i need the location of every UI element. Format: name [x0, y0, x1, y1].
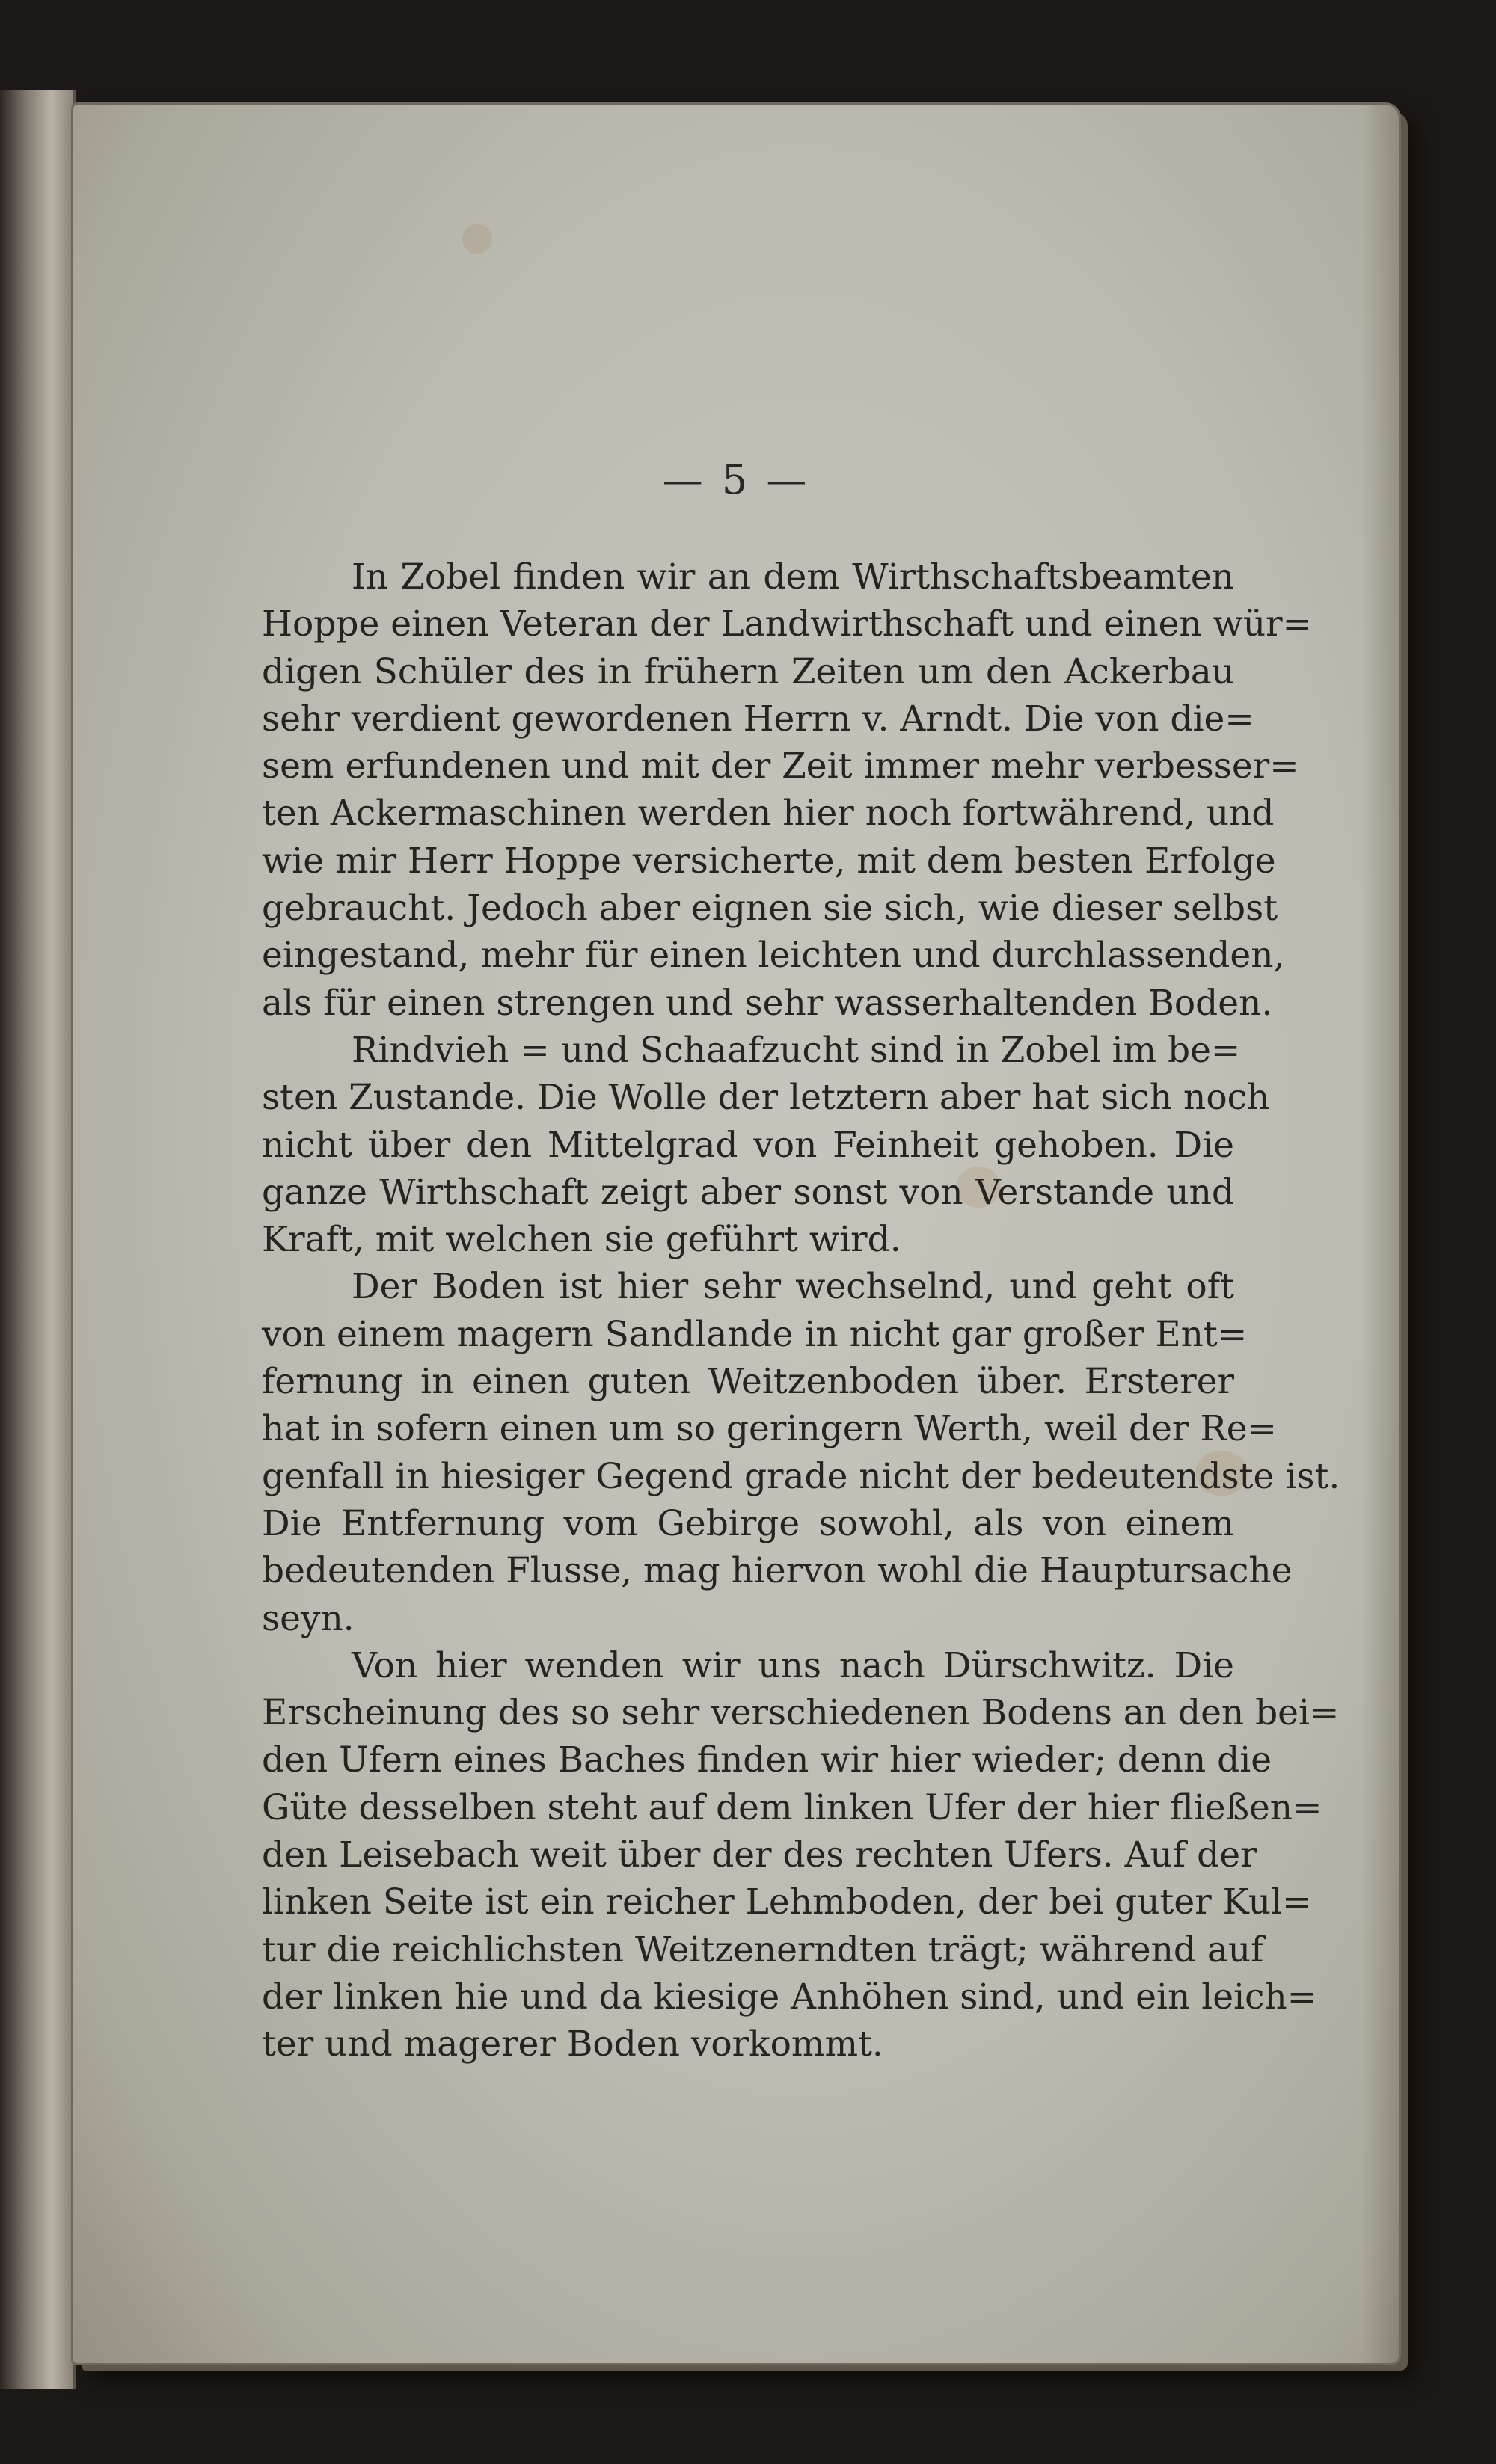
text-line: ganze Wirthschaft zeigt aber sonst von Verstande und	[262, 1171, 1234, 1213]
text-line: seyn.	[262, 1597, 355, 1639]
text-line: Güte desselben steht auf dem linken Ufer der hier fließen=	[262, 1786, 1322, 1828]
text-line: fernung in einen guten Weitzenboden über. Ersterer	[262, 1361, 1234, 1403]
text-line: genfall in hiesiger Gegend grade nicht der bedeutendste ist.	[262, 1455, 1340, 1497]
text-line: hat in sofern einen um so geringern Werth, weil der Re=	[262, 1408, 1277, 1450]
text-line: sem erfundenen und mit der Zeit immer mehr verbesser=	[262, 746, 1299, 787]
text-line: nicht über den Mittelgrad von Feinheit gehoben. Die	[262, 1124, 1234, 1166]
text-line: Erscheinung des so sehr verschiedenen Bodens an den bei=	[262, 1692, 1340, 1734]
text-line: digen Schüler des in frühern Zeiten um den Ackerbau	[262, 651, 1234, 692]
text-line: Der Boden ist hier sehr wechselnd, und geht oft	[352, 1266, 1234, 1308]
text-line: wie mir Herr Hoppe versicherte, mit dem besten Erfolge	[262, 840, 1276, 882]
text-line: tur die reichlichsten Weitzenerndten trägt; während auf	[262, 1929, 1264, 1970]
text-line: als für einen strengen und sehr wasserhaltenden Boden.	[262, 982, 1273, 1024]
page-number: — 5 —	[662, 456, 810, 503]
text-line: Von hier wenden wir uns nach Dürschwitz. Die	[352, 1644, 1234, 1686]
text-line: gebraucht. Jedoch aber eignen sie sich, wie dieser selbst	[262, 888, 1278, 930]
text-line: Die Entfernung vom Gebirge sowohl, als von einem	[262, 1502, 1234, 1544]
text-line: linken Seite ist ein reicher Lehmboden, der bei guter Kul=	[262, 1881, 1312, 1923]
text-line: eingestand, mehr für einen leichten und durchlassenden,	[262, 935, 1285, 977]
text-line: Kraft, mit welchen sie geführt wird.	[262, 1219, 901, 1261]
book-page	[73, 105, 1399, 2363]
text-line: bedeutenden Flusse, mag hiervon wohl die Hauptursache	[262, 1550, 1293, 1592]
text-line: Hoppe einen Veteran der Landwirthschaft und einen wür=	[262, 603, 1312, 645]
text-line: In Zobel finden wir an dem Wirthschaftsbeamten	[352, 556, 1234, 597]
text-line: sehr verdient gewordenen Herrn v. Arndt. Die von die=	[262, 698, 1254, 740]
text-line: sten Zustande. Die Wolle der letztern aber hat sich noch	[262, 1077, 1270, 1119]
text-line: von einem magern Sandlande in nicht gar großer Ent=	[262, 1313, 1248, 1355]
text-line: ten Ackermaschinen werden hier noch fortwährend, und	[262, 793, 1275, 835]
text-line: ter und magerer Boden vorkommt.	[262, 2024, 883, 2065]
text-line: den Ufern eines Baches finden wir hier wieder; denn die	[262, 1739, 1272, 1781]
text-line: der linken hie und da kiesige Anhöhen sind, und ein leich=	[262, 1976, 1317, 2018]
text-line: den Leisebach weit über der des rechten Ufers. Auf der	[262, 1834, 1257, 1876]
text-line: Rindvieh = und Schaafzucht sind in Zobel im be=	[352, 1029, 1241, 1071]
previous-page-edge	[0, 90, 76, 2389]
body-text	[262, 553, 1340, 2068]
paper-stain	[462, 224, 492, 254]
